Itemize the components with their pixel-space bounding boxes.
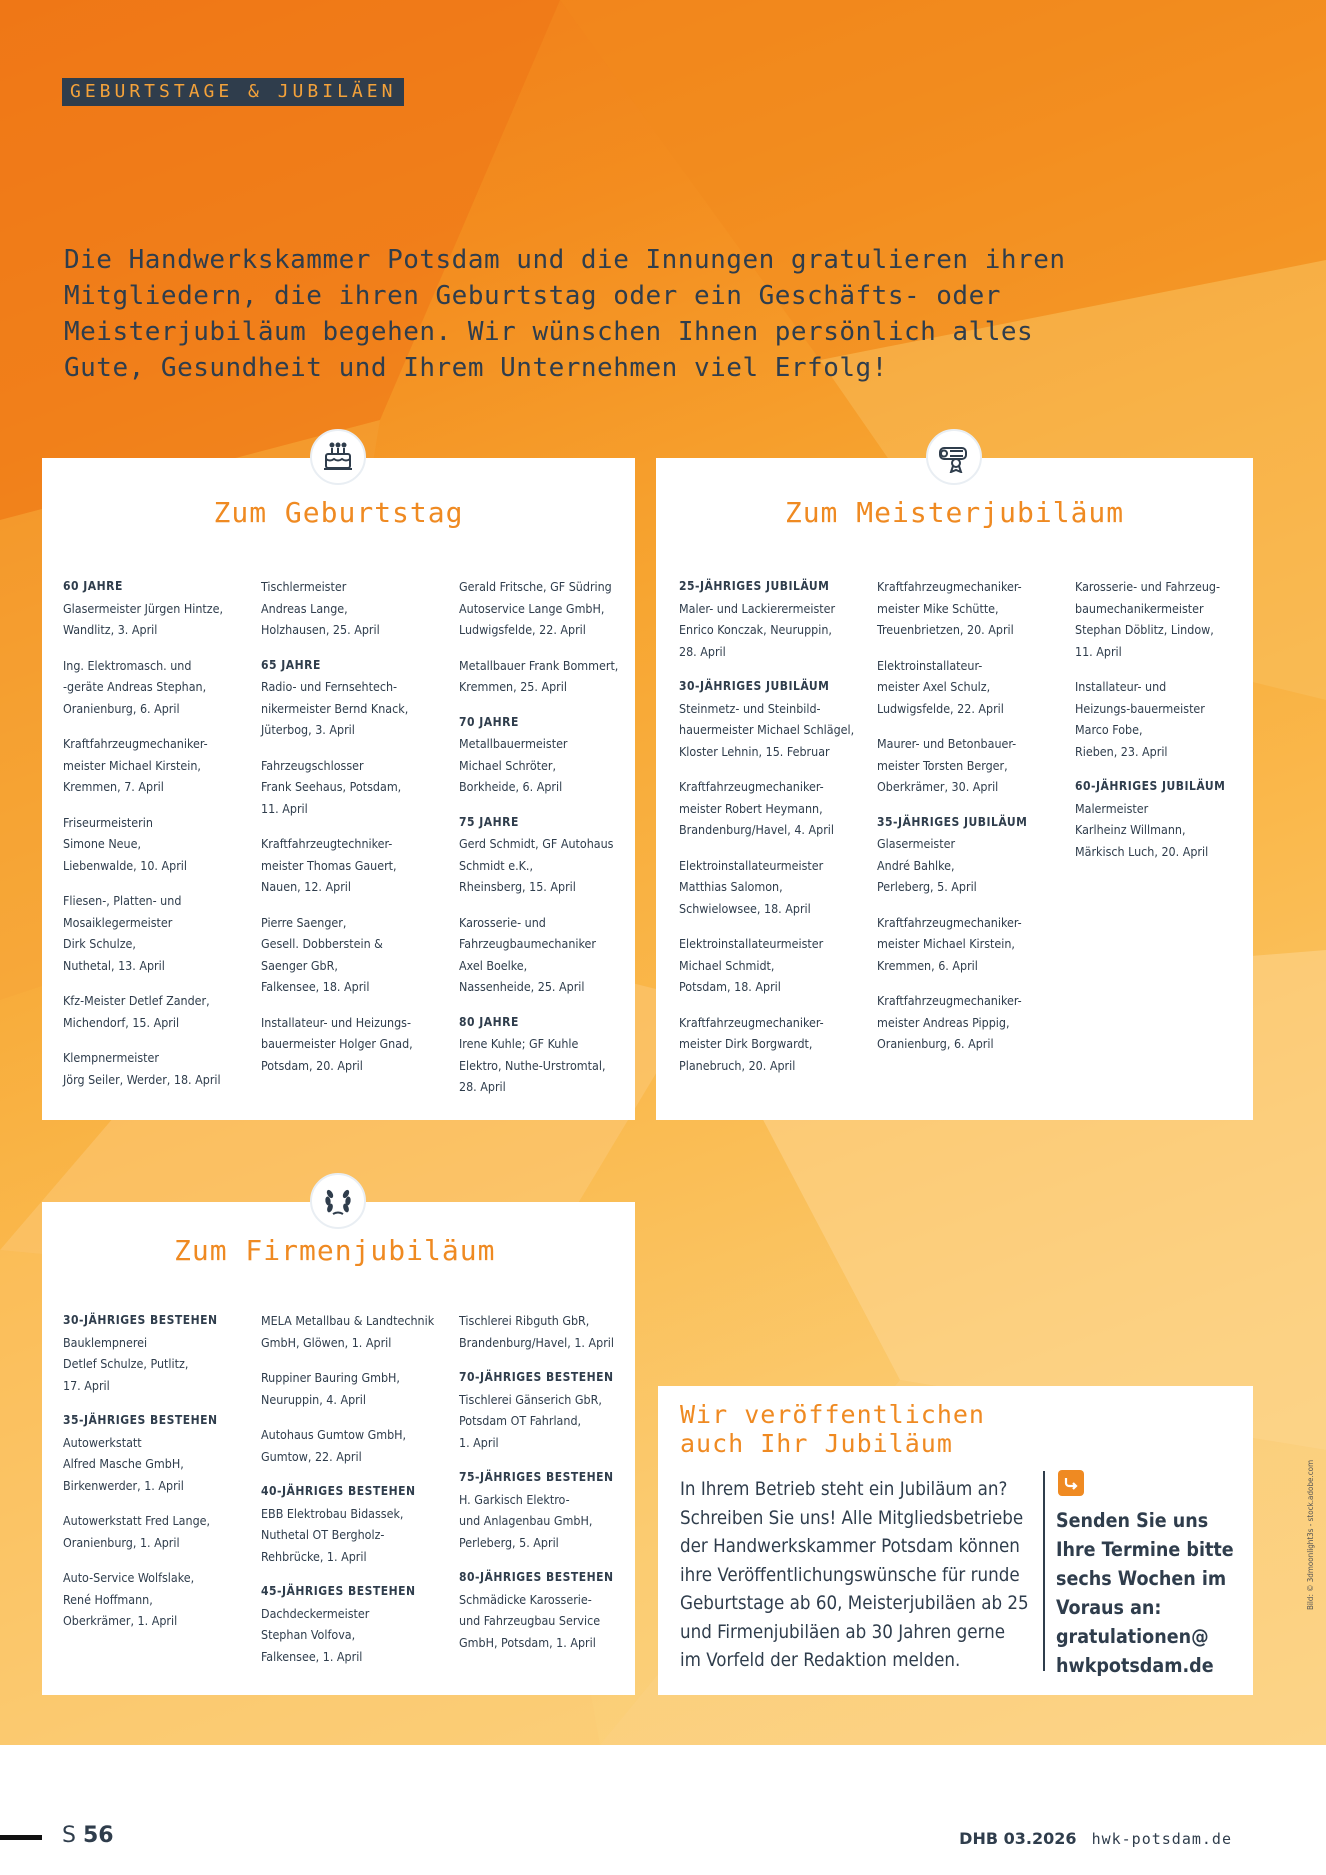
list-item [679, 676, 877, 762]
list-item [261, 1310, 459, 1353]
list-item [679, 855, 877, 920]
group-header: 30-JÄHRIGES BESTEHEN [63, 1313, 218, 1327]
entry-text: Kraftfahrzeugmechaniker- meister Dirk Borgwardt, Planebruch, 20. April [679, 1014, 824, 1073]
page-marker-bar [0, 1835, 42, 1840]
list-item [1075, 776, 1273, 862]
entry-text: Klempnermeister Jörg Seiler, Werder, 18. April [63, 1050, 221, 1087]
entry-column [1075, 576, 1273, 1090]
entry-text: Kraftfahrzeugmechaniker- meister Mike Schütte, Treuenbrietzen, 20. April [877, 579, 1022, 637]
promo-box [658, 1386, 1253, 1695]
list-item [261, 1481, 459, 1567]
list-item [63, 1410, 261, 1496]
list-item [877, 576, 1075, 641]
group-header: 60 JAHRE [63, 579, 123, 593]
list-item [459, 812, 657, 898]
list-item [63, 990, 261, 1033]
entry-text: Tischlerei Ribguth GbR, Brandenburg/Havel, 1. April [459, 1313, 614, 1350]
list-item [63, 1510, 261, 1553]
list-item [261, 912, 459, 998]
group-header: 40-JÄHRIGES BESTEHEN [261, 1484, 416, 1498]
group-header: 35-JÄHRIGES JUBILÄUM [877, 814, 1028, 829]
entry-text: Tischlerei Gänserich GbR, Potsdam OT Fahrland, 1. April [459, 1391, 602, 1450]
entry-text: Malermeister Karlheinz Willmann, Märkisch Luch, 20. April [1075, 800, 1209, 859]
group-header: 35-JÄHRIGES BESTEHEN [63, 1413, 218, 1427]
list-item [679, 576, 877, 662]
entry-text: Autowerkstatt Fred Lange, Oranienburg, 1. April [63, 1513, 211, 1550]
entry-column [459, 576, 657, 1112]
entry-text: Kraftfahrzeugmechaniker- meister Michael Kirstein, Kremmen, 7. April [63, 736, 208, 794]
list-item [679, 776, 877, 841]
company-anniversary-columns [63, 1310, 657, 1681]
list-item [459, 1467, 657, 1553]
entry-column [459, 1310, 657, 1681]
list-item [459, 1012, 657, 1098]
entry-text: Gerald Fritsche, GF Südring Autoservice Lange GmbH, Ludwigsfelde, 22. April [459, 579, 612, 637]
list-item [1075, 676, 1273, 762]
entry-text: Kraftfahrzeugmechaniker- meister Andreas Pippig, Oranienburg, 6. April [877, 993, 1022, 1051]
image-credit: Bild: © 3dmoonlight3s - stock.adobe.com [1306, 1459, 1315, 1610]
entry-text: Metallbauer Frank Bommert, Kremmen, 25. April [459, 657, 619, 694]
list-item [261, 576, 459, 641]
entry-text: Tischlermeister Andreas Lange, Holzhausen, 25. April [261, 579, 380, 637]
page-number [62, 1823, 114, 1848]
list-item [261, 833, 459, 898]
group-header: 60-JÄHRIGES JUBILÄUM [1075, 779, 1226, 793]
entry-text: EBB Elektrobau Bidassek, Nuthetal OT Bergholz- Rehbrücke, 1. April [261, 1505, 404, 1564]
list-item [63, 733, 261, 798]
entry-text: Steinmetz- und Steinbild- hauermeister Michael Schlägel, Kloster Lehnin, 15. Februar [679, 700, 855, 759]
group-header: 80 JAHRE [459, 1014, 519, 1029]
list-item [261, 1367, 459, 1410]
entry-text: Metallbauermeister Michael Schröter, Borkheide, 6. April [459, 736, 568, 794]
entry-text: Glasermeister André Bahlke, Perleberg, 5. April [877, 836, 977, 894]
entry-text: Kraftfahrzeugtechniker- meister Thomas Gauert, Nauen, 12. April [261, 836, 397, 894]
entry-text: Autohaus Gumtow GmbH, Gumtow, 22. April [261, 1427, 407, 1464]
entry-text: Elektroinstallateur- meister Axel Schulz, Ludwigsfelde, 22. April [877, 657, 1004, 716]
laurel-wreath-icon [310, 1173, 366, 1229]
entry-text: Elektroinstallateurmeister Michael Schmidt, Potsdam, 18. April [679, 936, 824, 994]
group-header: 30-JÄHRIGES JUBILÄUM [679, 679, 830, 693]
promo-title-line2: auch Ihr Jubiläum [680, 1429, 953, 1458]
list-item [261, 1012, 459, 1077]
entry-text: Dachdeckermeister Stephan Volfova, Falkensee, 1. April [261, 1605, 370, 1664]
list-item [459, 912, 657, 998]
entry-text: Elektroinstallateurmeister Matthias Salomon, Schwielowsee, 18. April [679, 857, 824, 916]
entry-column [63, 1310, 261, 1681]
list-item [679, 1012, 877, 1077]
list-item [261, 655, 459, 741]
entry-text: Bauklempnerei Detlef Schulze, Putlitz, 17. April [63, 1334, 189, 1393]
group-header: 70-JÄHRIGES BESTEHEN [459, 1370, 614, 1384]
entry-column [261, 1310, 459, 1681]
arrow-hook-icon [1058, 1470, 1084, 1496]
birthday-card-title: Zum Geburtstag [213, 496, 464, 529]
list-item [261, 1581, 459, 1667]
entry-text: Ing. Elektromasch. und -geräte Andreas Stephan, Oranienburg, 6. April [63, 657, 207, 716]
list-item [877, 812, 1075, 898]
list-item [63, 890, 261, 976]
master-anniversary-card [656, 458, 1253, 1120]
list-item [877, 733, 1075, 798]
list-item [679, 933, 877, 998]
entry-text: Auto-Service Wolfslake, René Hoffmann, Oberkrämer, 1. April [63, 1570, 195, 1628]
group-header: 70 JAHRE [459, 714, 519, 729]
entry-column [877, 576, 1075, 1090]
entry-text: Pierre Saenger, Gesell. Dobberstein & Saenger GbR, Falkensee, 18. April [261, 914, 383, 994]
promo-body: In Ihrem Betrieb steht ein Jubiläum an? Schreiben Sie uns! Alle Mitgliedsbetriebe der Handwerkskammer Potsdam können ihre Veröffentlichungswünsche für runde Geburtstage ab 60, Meisterjubiläen ab 25 und Firmenjubiläen ab 30 Jahren gerne im Vorfeld der Redaktion melden. [680, 1479, 1029, 1671]
section-tag: GEBURTSTAGE & JUBILÄEN [62, 78, 404, 106]
entry-text: Karosserie- und Fahrzeugbaumechaniker Axel Boelke, Nassenheide, 25. April [459, 914, 596, 994]
list-item [877, 912, 1075, 977]
footer-band [0, 1745, 1326, 1875]
list-item [459, 712, 657, 798]
group-header: 80-JÄHRIGES BESTEHEN [459, 1570, 614, 1584]
list-item [261, 755, 459, 820]
intro-text: Die Handwerkskammer Potsdam und die Innungen gratulieren ihren Mitgliedern, die ihren Geburtstag oder ein Geschäfts- oder Meisterjubiläum begehen. Wir wünschen Ihnen persönlich alles Gute, Gesundheit und Ihrem Unternehmen viel Erfolg! [64, 245, 1066, 383]
entry-text: Schmädicke Karosserie- und Fahrzeugbau Service GmbH, Potsdam, 1. April [459, 1591, 601, 1650]
promo-title [680, 1400, 985, 1458]
entry-text: Gerd Schmidt, GF Autohaus Schmidt e.K., Rheinsberg, 15. April [459, 836, 614, 894]
company-anniversary-title: Zum Firmenjubiläum [174, 1234, 496, 1267]
group-header: 75 JAHRE [459, 814, 519, 829]
promo-call-to-action[interactable]: Senden Sie uns Ihre Termine bitte sechs Wochen im Voraus an: gratulationen@ hwkpotsdam.de [1056, 1509, 1234, 1677]
entry-text: Radio- und Fernsehtech- nikermeister Bernd Knack, Jüterbog, 3. April [261, 679, 409, 737]
list-item [459, 1367, 657, 1453]
list-item [877, 655, 1075, 720]
list-item [63, 576, 261, 641]
group-header: 75-JÄHRIGES BESTEHEN [459, 1470, 614, 1484]
list-item [63, 1567, 261, 1632]
entry-text: Kraftfahrzeugmechaniker- meister Michael Kirstein, Kremmen, 6. April [877, 914, 1022, 973]
entry-column [63, 576, 261, 1112]
list-item [63, 1310, 261, 1396]
company-anniversary-card [42, 1202, 635, 1695]
entry-text: Installateur- und Heizungs-bauermeister Marco Fobe, Rieben, 23. April [1075, 679, 1205, 759]
website-link[interactable]: hwk-potsdam.de [1091, 1830, 1232, 1848]
birthday-card [42, 458, 635, 1120]
page-prefix: S [62, 1823, 76, 1848]
group-header: 25-JÄHRIGES JUBILÄUM [679, 579, 830, 593]
entry-text: Maurer- und Betonbauer- meister Torsten Berger, Oberkrämer, 30. April [877, 736, 1017, 794]
entry-text: Installateur- und Heizungs- bauermeister Holger Gnad, Potsdam, 20. April [261, 1014, 413, 1073]
page-number-value: 56 [82, 1823, 114, 1848]
entry-text: Autowerkstatt Alfred Masche GmbH, Birkenwerder, 1. April [63, 1434, 184, 1493]
footer-info [959, 1829, 1232, 1848]
list-item [459, 1567, 657, 1653]
entry-text: Ruppiner Bauring GmbH, Neuruppin, 4. April [261, 1370, 400, 1407]
entry-text: Irene Kuhle; GF Kuhle Elektro, Nuthe-Urstromtal, 28. April [459, 1036, 606, 1094]
promo-divider [1043, 1471, 1045, 1671]
master-anniversary-title: Zum Meisterjubiläum [784, 496, 1125, 529]
list-item [63, 655, 261, 720]
list-item [63, 1047, 261, 1090]
entry-column [679, 576, 877, 1090]
entry-text: MELA Metallbau & Landtechnik GmbH, Glöwen, 1. April [261, 1313, 435, 1350]
group-header: 45-JÄHRIGES BESTEHEN [261, 1584, 416, 1598]
birthday-cake-icon [310, 429, 366, 485]
entry-text: Friseurmeisterin Simone Neue, Liebenwalde, 10. April [63, 814, 187, 873]
issue-label: DHB 03.2026 [959, 1829, 1077, 1848]
entry-text: Karosserie- und Fahrzeug- baumechanikermeister Stephan Döblitz, Lindow, 11. April [1075, 579, 1221, 659]
promo-title-line1: Wir veröffentlichen [680, 1400, 985, 1429]
list-item [63, 812, 261, 877]
list-item [459, 1310, 657, 1353]
entry-text: Kraftfahrzeugmechaniker- meister Robert Heymann, Brandenburg/Havel, 4. April [679, 779, 834, 837]
list-item [459, 655, 657, 698]
entry-column [261, 576, 459, 1112]
diploma-scroll-icon [926, 429, 982, 485]
entry-text: H. Garkisch Elektro- und Anlagenbau GmbH, Perleberg, 5. April [459, 1491, 593, 1550]
list-item [1075, 576, 1273, 662]
entry-text: Fliesen-, Platten- und Mosaiklegermeister Dirk Schulze, Nuthetal, 13. April [63, 893, 182, 973]
entry-text: Maler- und Lackierermeister Enrico Konczak, Neuruppin, 28. April [679, 600, 836, 659]
group-header: 65 JAHRE [261, 657, 321, 672]
list-item [261, 1424, 459, 1467]
entry-text: Glasermeister Jürgen Hintze, Wandlitz, 3. April [63, 600, 224, 637]
entry-text: Fahrzeugschlosser Frank Seehaus, Potsdam, 11. April [261, 757, 402, 816]
birthday-columns [63, 576, 657, 1112]
master-anniversary-columns [679, 576, 1273, 1090]
entry-text: Kfz-Meister Detlef Zander, Michendorf, 15. April [63, 993, 210, 1030]
list-item [459, 576, 657, 641]
list-item [877, 990, 1075, 1055]
